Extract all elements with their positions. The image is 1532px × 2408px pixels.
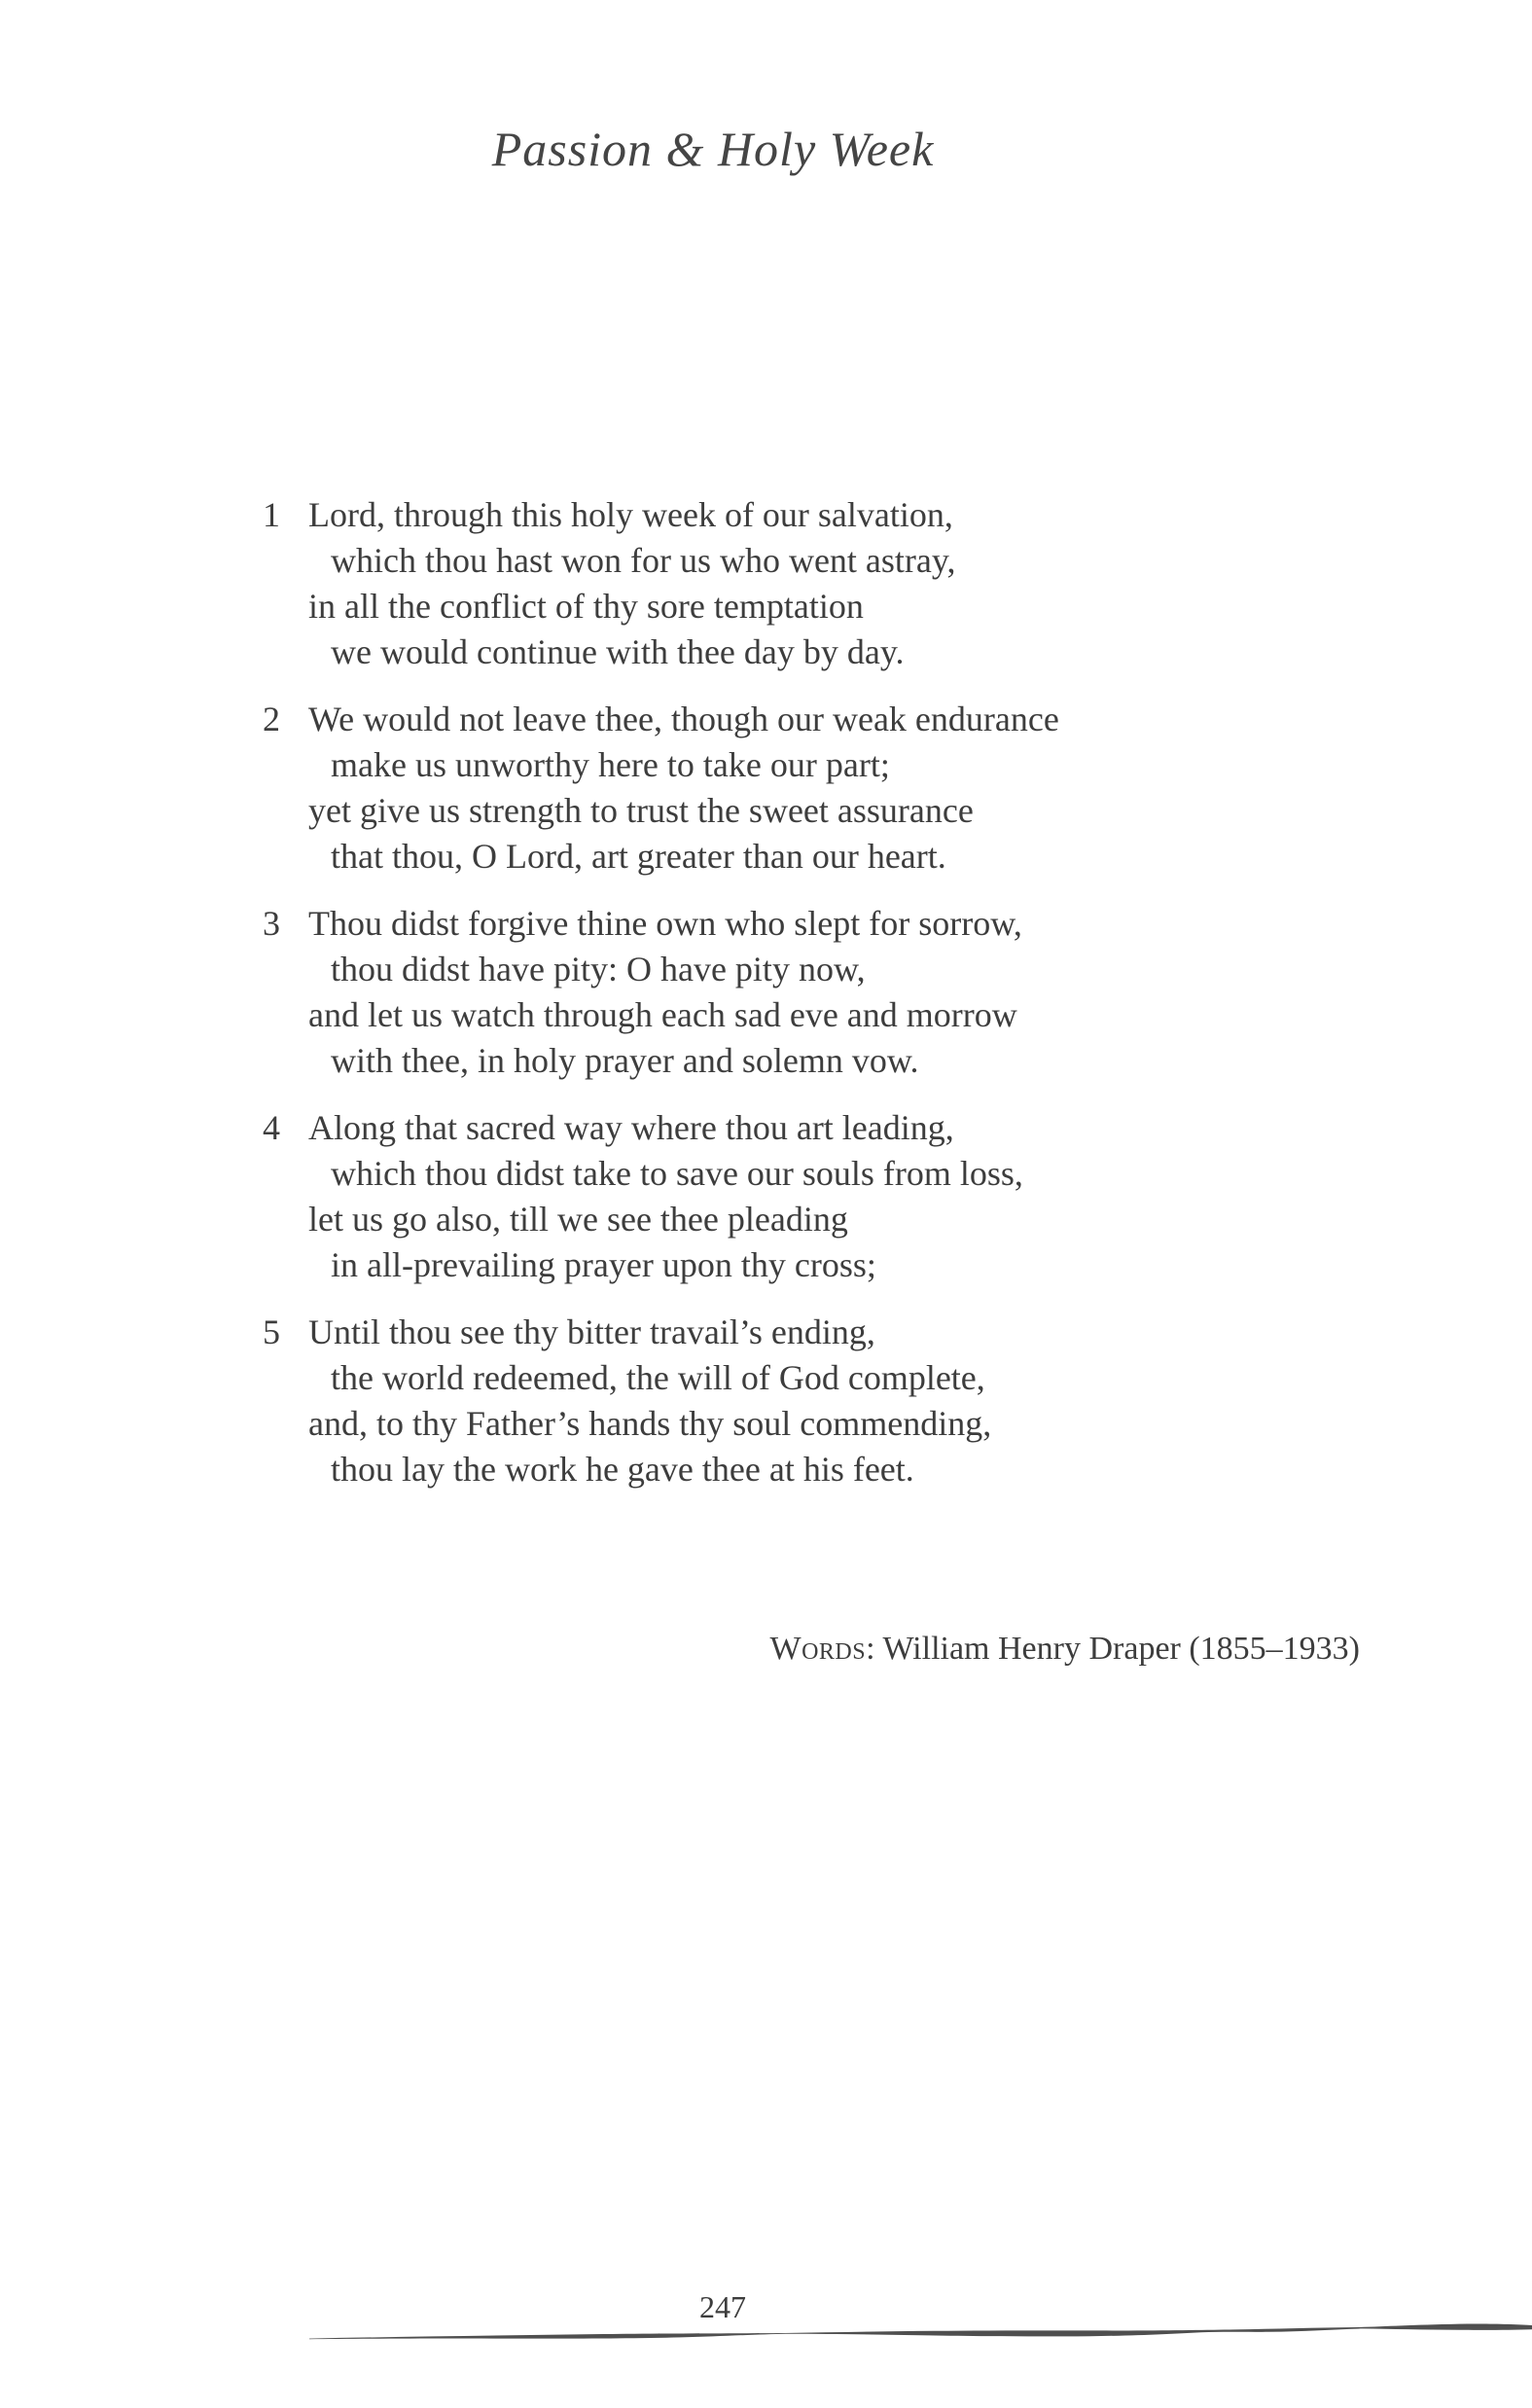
- verse-line: which thou hast won for us who went astray,: [331, 541, 956, 580]
- verse-line: thou lay the work he gave thee at his feet.: [331, 1450, 914, 1489]
- verse-line: let us go also, till we see thee pleading: [308, 1200, 848, 1239]
- verse-line: Along that sacred way where thou art leading,: [308, 1108, 954, 1147]
- verse-lines: [308, 697, 1196, 880]
- verse-lines: [308, 1105, 1196, 1288]
- verse-number: 4: [263, 1108, 280, 1147]
- verse-line: Until thou see thy bitter travail’s ending,: [308, 1312, 875, 1351]
- verses: [263, 492, 1196, 1514]
- verse: [263, 492, 1196, 675]
- verse-line: We would not leave thee, though our weak endurance: [308, 700, 1059, 738]
- verse-line: thou didst have pity: O have pity now,: [331, 950, 866, 988]
- verse-line: the world redeemed, the will of God complete,: [331, 1358, 985, 1397]
- page-number: 247: [699, 2289, 746, 2324]
- verse-line: yet give us strength to trust the sweet assurance: [308, 791, 974, 830]
- verse-number: 5: [263, 1312, 280, 1351]
- verse-line: in all the conflict of thy sore temptation: [308, 587, 864, 626]
- verse-line: we would continue with thee day by day.: [331, 632, 905, 671]
- verse-line: and let us watch through each sad eve and morrow: [308, 995, 1017, 1034]
- verse-number: 2: [263, 700, 280, 738]
- verse: [263, 697, 1196, 880]
- verse-line: in all-prevailing prayer upon thy cross;: [331, 1245, 876, 1284]
- page-edge-line: [0, 2318, 1532, 2362]
- page-title: Passion & Holy Week: [491, 122, 935, 176]
- verse-line: which thou didst take to save our souls from loss,: [331, 1154, 1023, 1193]
- verse: [263, 1105, 1196, 1288]
- verse-number: 1: [263, 495, 280, 534]
- verse-lines: [308, 901, 1196, 1084]
- verse-line: make us unworthy here to take our part;: [331, 745, 890, 784]
- verse-number: 3: [263, 904, 280, 943]
- page-edge-line-path: [309, 2323, 1532, 2339]
- verse-line: with thee, in holy prayer and solemn vow.: [331, 1041, 919, 1080]
- verse-lines: [308, 492, 1196, 675]
- verse-line: that thou, O Lord, art greater than our heart.: [331, 837, 946, 876]
- attribution: [769, 1629, 1360, 1670]
- verse: [263, 1310, 1196, 1492]
- attribution-separator: :: [866, 1631, 883, 1667]
- attribution-label: Words: [769, 1631, 867, 1667]
- verse-line: Lord, through this holy week of our salvation,: [308, 495, 953, 534]
- verse: [263, 901, 1196, 1084]
- verse-line: Thou didst forgive thine own who slept for sorrow,: [308, 904, 1022, 943]
- verse-lines: [308, 1310, 1196, 1492]
- attribution-value: William Henry Draper (1855–1933): [882, 1631, 1360, 1667]
- verse-line: and, to thy Father’s hands thy soul commending,: [308, 1404, 992, 1443]
